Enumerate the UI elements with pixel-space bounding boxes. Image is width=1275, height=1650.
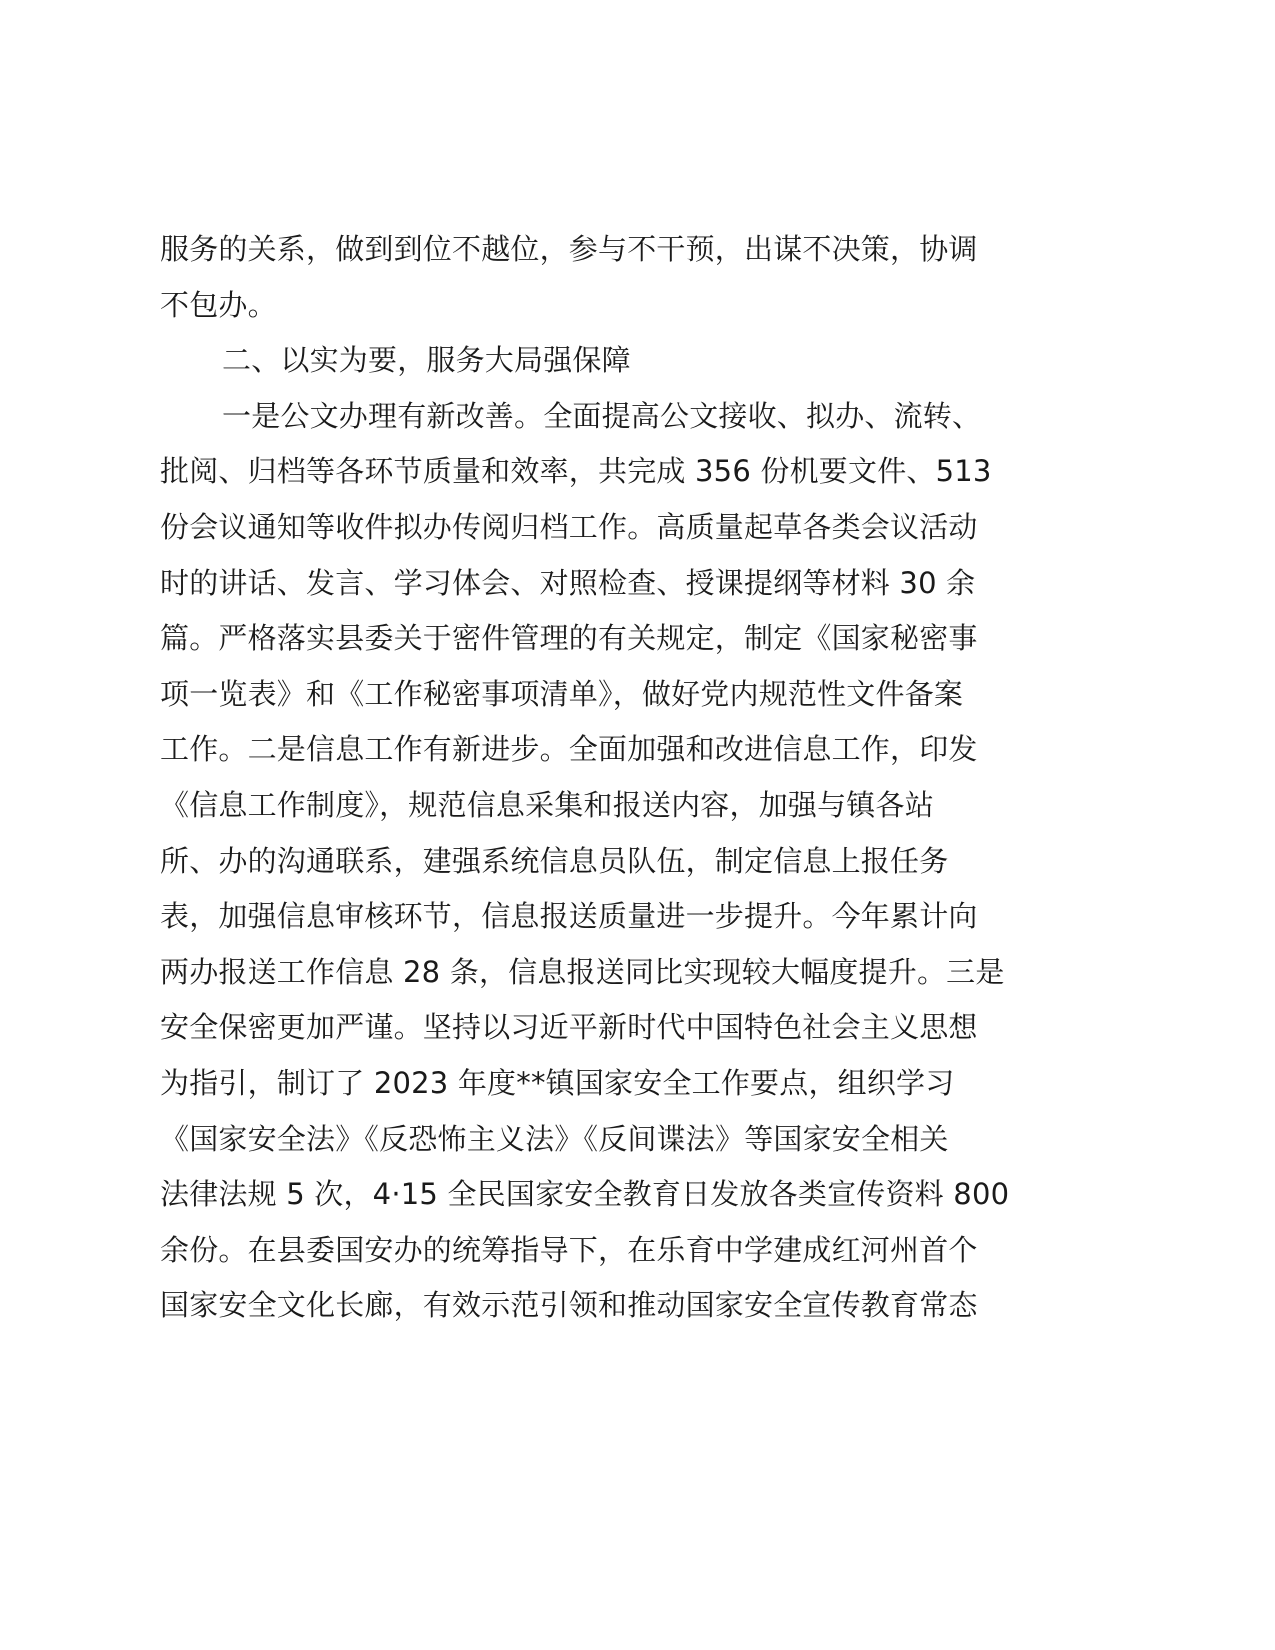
section-heading: 二、以实为要，服务大局强保障 <box>222 343 631 378</box>
text-line: 份会议通知等收件拟办传阅归档工作。高质量起草各类会议活动 <box>160 509 978 544</box>
text-line: 工作。二是信息工作有新进步。全面加强和改进信息工作，印发 <box>160 732 978 767</box>
text-line: 《国家安全法》《反恐怖主义法》《反间谍法》等国家安全相关 <box>160 1121 949 1156</box>
text-line: 所、办的沟通联系，建强系统信息员队伍，制定信息上报任务 <box>160 843 949 878</box>
text-line: 安全保密更加严谨。坚持以习近平新时代中国特色社会主义思想 <box>160 1010 978 1045</box>
body-text <box>160 222 1120 1334</box>
text-line: 不包办。 <box>160 287 277 322</box>
text-line: 一是公文办理有新改善。全面提高公文接收、拟办、流转、 <box>222 398 982 433</box>
text-line: 余份。在县委国安办的统筹指导下，在乐育中学建成红河州首个 <box>160 1232 978 1267</box>
text-line: 项一览表》和《工作秘密事项清单》，做好党内规范性文件备案 <box>160 676 964 711</box>
text-line: 两办报送工作信息 28 条，信息报送同比实现较大幅度提升。三是 <box>160 954 1005 989</box>
text-line: 国家安全文化长廊，有效示范引领和推动国家安全宣传教育常态 <box>160 1288 978 1323</box>
text-line: 法律法规 5 次，4·15 全民国家安全教育日发放各类宣传资料 800 <box>160 1177 1010 1212</box>
text-line: 《信息工作制度》，规范信息采集和报送内容，加强与镇各站 <box>160 787 934 822</box>
text-line: 表，加强信息审核环节，信息报送质量进一步提升。今年累计向 <box>160 899 978 934</box>
text-line: 为指引，制订了 2023 年度**镇国家安全工作要点，组织学习 <box>160 1065 955 1100</box>
text-line: 服务的关系，做到到位不越位，参与不干预，出谋不决策，协调 <box>160 232 978 266</box>
text-line: 时的讲话、发言、学习体会、对照检查、授课提纲等材料 30 余 <box>160 565 976 600</box>
text-line: 批阅、归档等各环节质量和效率，共完成 356 份机要文件、513 <box>160 454 992 489</box>
text-line: 篇。严格落实县委关于密件管理的有关规定，制定《国家秘密事 <box>160 621 978 656</box>
